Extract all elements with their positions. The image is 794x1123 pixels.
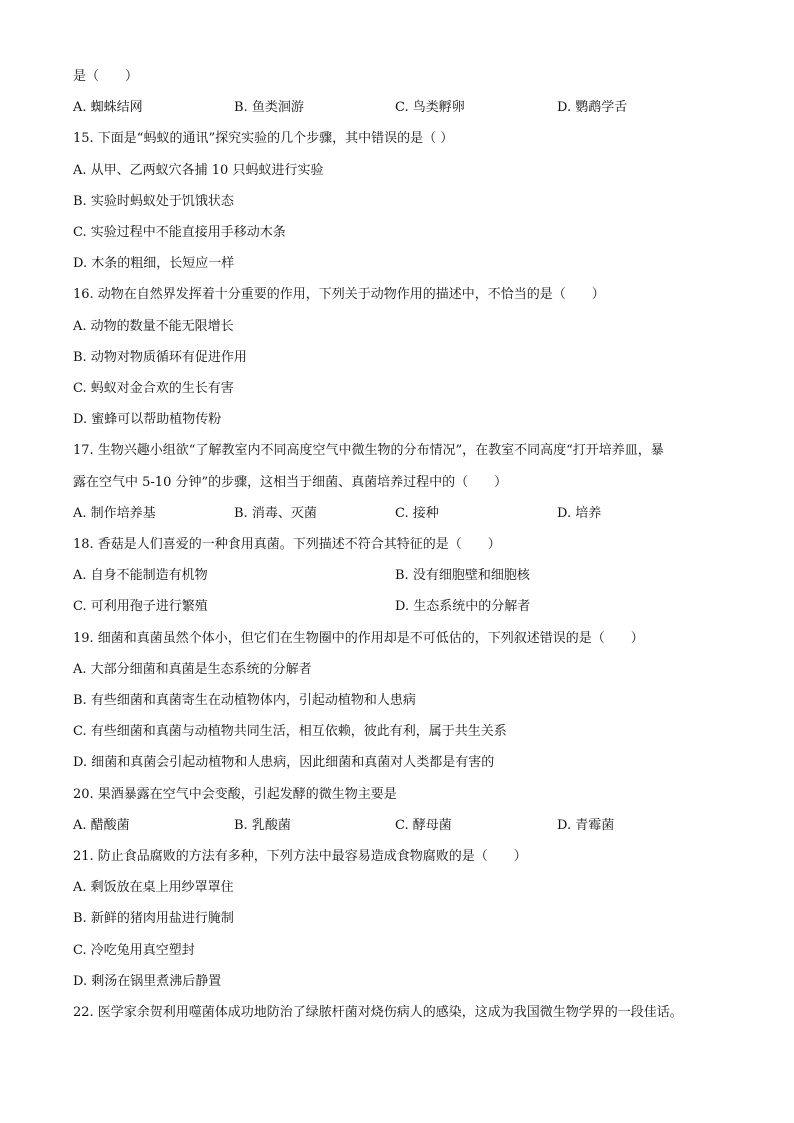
answer-option: A. 从甲、乙两蚁穴各捕 10 只蚂蚁进行实验 xyxy=(73,162,324,178)
options-row xyxy=(73,598,754,616)
options-row xyxy=(73,567,754,585)
answer-option: D. 生态系统中的分解者 xyxy=(395,599,531,615)
answer-option: C. 可利用孢子进行繁殖 xyxy=(73,599,208,615)
question-stem: 15. 下面是“蚂蚁的通讯”探究实验的几个步骤，其中错误的是（ ） xyxy=(73,131,454,147)
answer-option: D. 青霉菌 xyxy=(557,817,615,833)
options-row xyxy=(73,817,754,835)
answer-option: A. 制作培养基 xyxy=(73,505,156,521)
answer-option: A. 蜘蛛结网 xyxy=(73,100,143,116)
answer-option: C. 实验过程中不能直接用手移动木条 xyxy=(73,225,286,240)
answer-option: A. 醋酸菌 xyxy=(73,817,130,833)
options-row xyxy=(73,99,754,117)
answer-option: C. 接种 xyxy=(395,505,439,521)
answer-option: D. 细菌和真菌会引起动植物和人患病，因此细菌和真菌对人类都是有害的 xyxy=(73,755,495,771)
answer-option: B. 消毒、灭菌 xyxy=(234,505,317,521)
answer-option: D. 蜜蜂可以帮助植物传粉 xyxy=(73,412,222,428)
question-stem: 18. 香菇是人们喜爱的一种食用真菌。下列描述不符合其特征的是（ ） xyxy=(73,537,501,552)
question-stem: 16. 动物在自然界发挥着十分重要的作用，下列关于动物作用的描述中，不恰当的是（ ） xyxy=(73,287,605,303)
question-stem: 20. 果酒暴露在空气中会变酸，引起发酵的微生物主要是 xyxy=(73,786,397,802)
question-stem: 19. 细菌和真菌虽然个体小，但它们在生物圈中的作用却是不可低估的，下列叙述错误的是（ ） xyxy=(73,630,644,646)
answer-option: D. 木条的粗细，长短应一样 xyxy=(73,256,235,272)
answer-option: B. 动物对物质循环有促进作用 xyxy=(73,349,247,365)
answer-option: C. 有些细菌和真菌与动植物共同生活，相互依赖，彼此有利，属于共生关系 xyxy=(73,724,507,740)
answer-option: D. 鹦鹉学舌 xyxy=(557,100,628,116)
question-stem: 是（ ） xyxy=(73,69,139,84)
answer-option: A. 动物的数量不能无限增长 xyxy=(73,318,234,334)
answer-option: B. 有些细菌和真菌寄生在动植物体内，引起动植物和人患病 xyxy=(73,693,416,708)
answer-option: C. 冷吃兔用真空塑封 xyxy=(73,942,195,958)
answer-option: B. 乳酸菌 xyxy=(234,817,291,833)
question-stem: 17. 生物兴趣小组欲“了解教室内不同高度空气中微生物的分布情况”，在教室不同高度“打开培养皿，暴 xyxy=(73,443,664,459)
answer-option: A. 自身不能制造有机物 xyxy=(73,568,208,584)
answer-option: B. 新鲜的猪肉用盐进行腌制 xyxy=(73,911,234,927)
answer-option: D. 培养 xyxy=(557,505,602,521)
answer-option: A. 剩饭放在桌上用纱罩罩住 xyxy=(73,880,234,896)
answer-option: B. 没有细胞壁和细胞核 xyxy=(395,568,530,584)
answer-option: B. 实验时蚂蚁处于饥饿状态 xyxy=(73,193,234,209)
answer-option: C. 酵母菌 xyxy=(395,817,452,833)
answer-option: C. 鸟类孵卵 xyxy=(395,100,465,116)
question-stem: 露在空气中 5-10 分钟”的步骤，这相当于细菌、真菌培养过程中的（ ） xyxy=(73,474,508,490)
question-stem: 21. 防止食品腐败的方法有多种，下列方法中最容易造成食物腐败的是（ ） xyxy=(73,849,527,864)
options-row xyxy=(73,505,754,523)
answer-option: A. 大部分细菌和真菌是生态系统的分解者 xyxy=(73,661,312,677)
answer-option: C. 蚂蚁对金合欢的生长有害 xyxy=(73,381,234,396)
answer-option: B. 鱼类洄游 xyxy=(234,100,304,116)
question-stem: 22. 医学家余贺利用噬菌体成功地防治了绿脓杆菌对烧伤病人的感染，这成为我国微生物学界的一段佳话。 xyxy=(73,1005,683,1020)
answer-option: D. 剩汤在锅里煮沸后静置 xyxy=(73,973,222,989)
